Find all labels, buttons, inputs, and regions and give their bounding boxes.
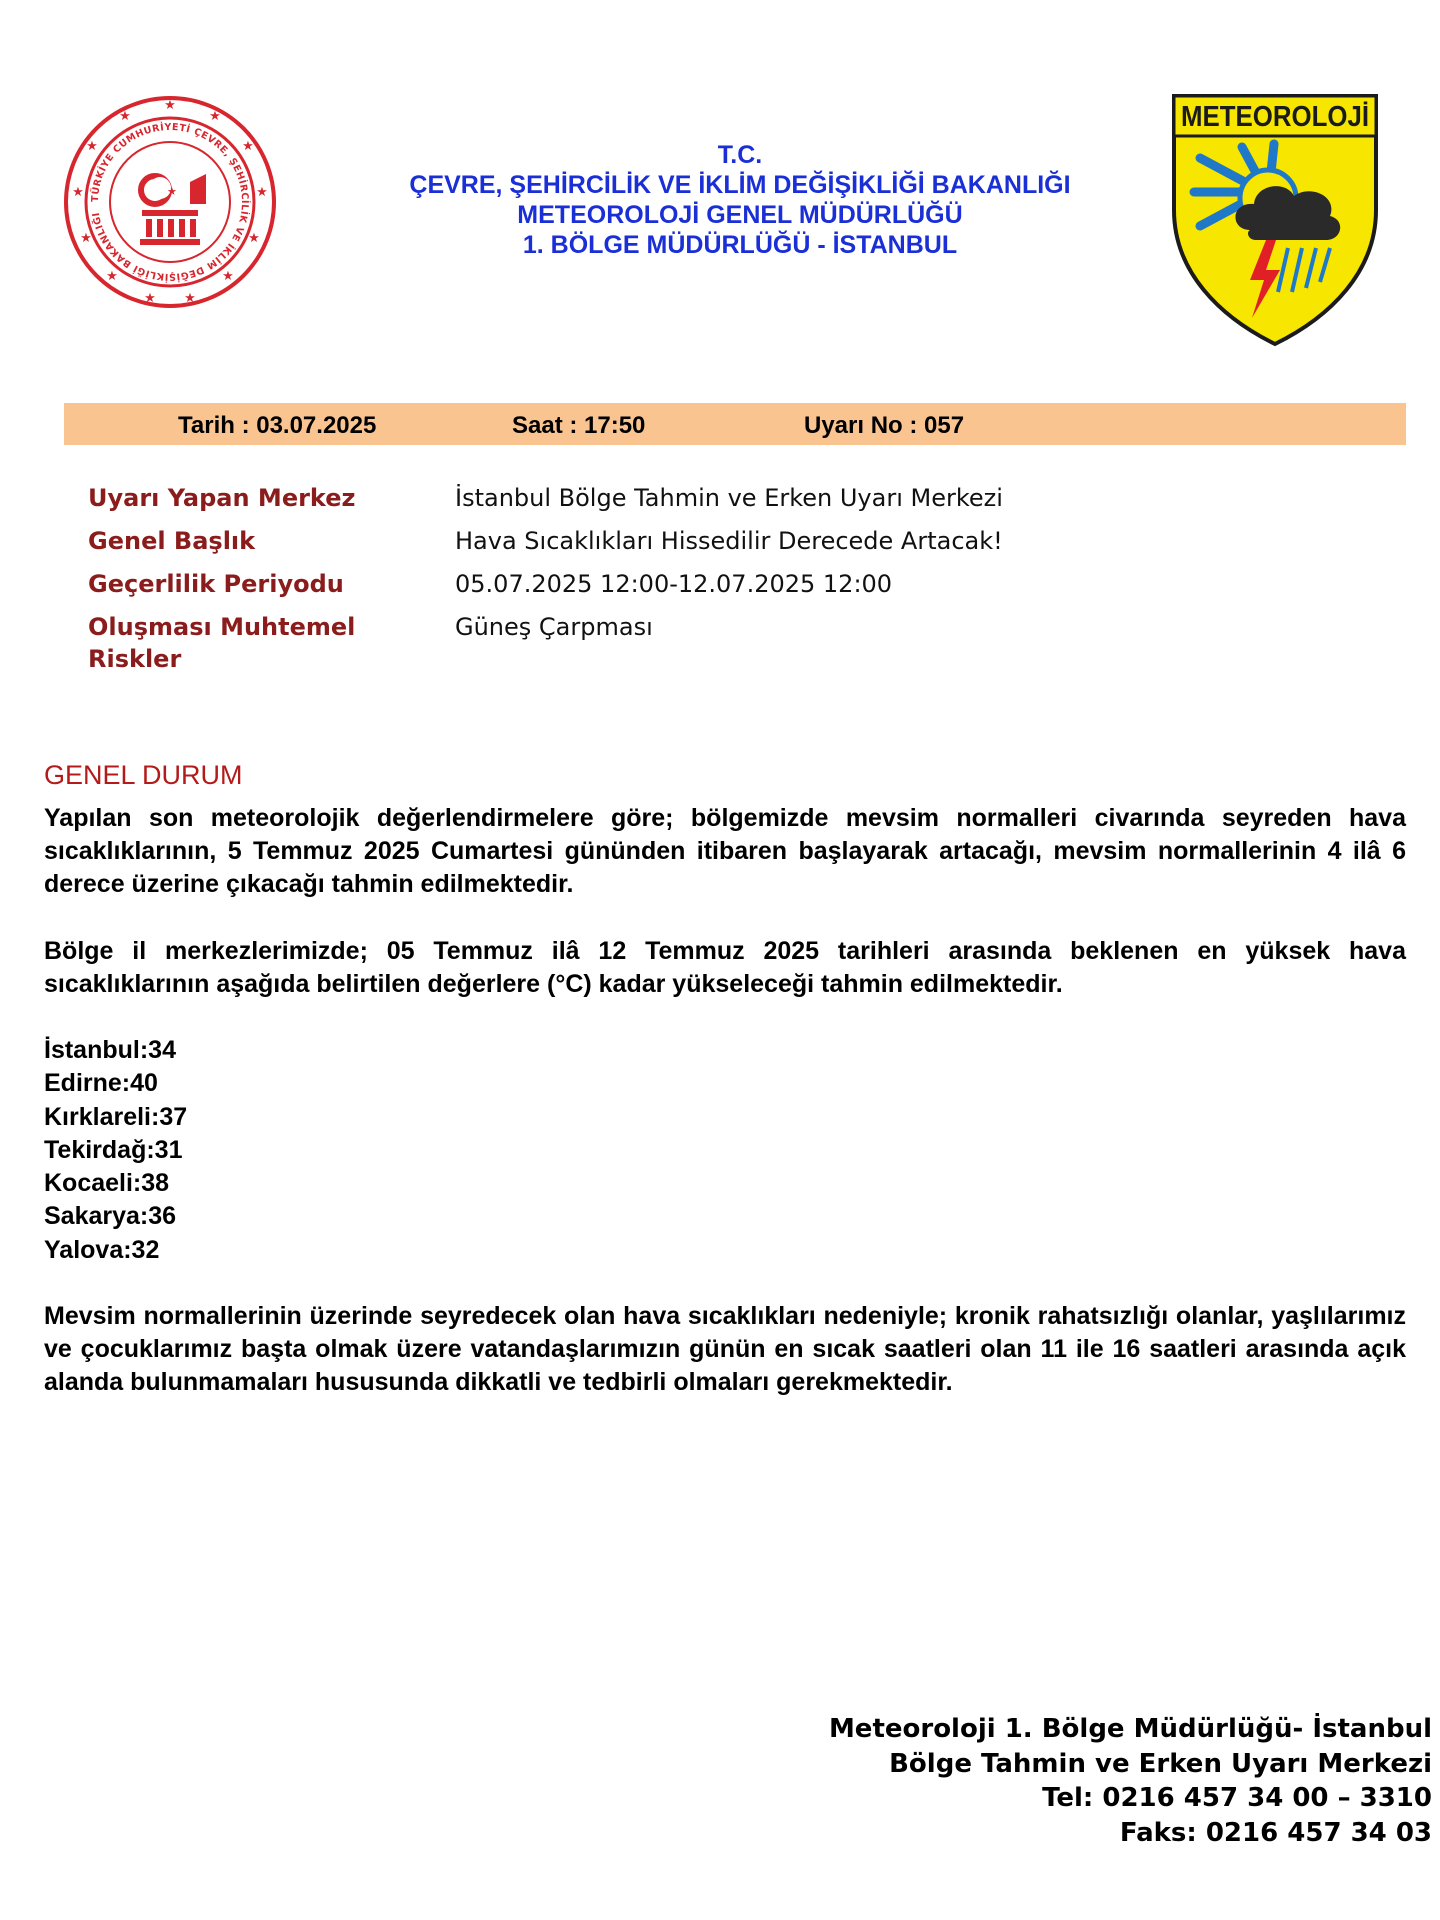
meta-risk-label-line1: Oluşması Muhtemel (88, 613, 356, 641)
footer-phone: Tel: 0216 457 34 00 – 3310 (1042, 1783, 1432, 1813)
header-regional-office: 1. BÖLGE MÜDÜRLÜĞÜ - İSTANBUL (522, 231, 958, 259)
logo-text: METEOROLOJİ (1181, 101, 1369, 133)
footer-office: Meteoroloji 1. Bölge Müdürlüğü- İstanbul (828, 1714, 1432, 1744)
meta-center-label: Uyarı Yapan Merkez (88, 484, 356, 512)
city-temperature-item: Sakarya:36 (44, 1202, 177, 1231)
svg-text:★: ★ (106, 269, 118, 284)
city-temperature-item: İstanbul:34 (44, 1036, 176, 1064)
svg-text:TÜRKİYE CUMHURİYETİ ÇEVRE, ŞEH (90, 122, 250, 282)
svg-text:★: ★ (144, 291, 156, 306)
svg-text:★: ★ (242, 139, 254, 154)
general-paragraph-2: Bölge il merkezlerimizde; 05 Temmuz ilâ 12 Temmuz 2025 tarihleri arasında beklenen en yüksek hava sıcaklıklarının aşağıda belirtilen değerlere (°C) kadar yükseleceği tahmin edilmektedir. (44, 937, 1406, 998)
city-temperature-item: Edirne:40 (44, 1069, 158, 1098)
warning-time: Saat : 17:50 (512, 412, 646, 439)
contact-footer (829, 1712, 1432, 1850)
header-ministry-name: ÇEVRE, ŞEHİRCİLİK VE İKLİM DEĞİŞİKLİĞİ BAKANLIĞI (409, 171, 1071, 199)
meta-row-center (88, 482, 1348, 525)
meta-risk-value: Güneş Çarpması (455, 613, 653, 641)
svg-text:★: ★ (80, 231, 92, 246)
meta-period-label: Geçerlilik Periyodu (88, 570, 344, 598)
ministry-header (360, 140, 1120, 260)
ministry-seal-logo (60, 92, 280, 312)
general-situation-title: GENEL DURUM (44, 760, 243, 790)
meta-row-risks (88, 611, 1348, 681)
svg-text:★: ★ (184, 291, 196, 306)
svg-text:★: ★ (248, 231, 260, 246)
header-tc: T.C. (717, 141, 763, 169)
warning-date: Tarih : 03.07.2025 (178, 412, 377, 439)
svg-text:★: ★ (164, 98, 176, 113)
footer-center: Bölge Tahmin ve Erken Uyarı Merkezi (889, 1748, 1432, 1779)
meta-row-title (88, 525, 1348, 568)
svg-text:★: ★ (119, 109, 131, 124)
city-temperature-item: Kocaeli:38 (44, 1169, 170, 1198)
svg-text:★: ★ (256, 185, 268, 200)
svg-text:★: ★ (72, 185, 84, 200)
svg-text:★: ★ (209, 109, 221, 124)
meta-risk-label-line2: Riskler (88, 645, 182, 673)
warning-number: Uyarı No : 057 (804, 412, 965, 439)
meta-title-label: Genel Başlık (88, 527, 256, 555)
svg-text:★: ★ (86, 139, 98, 154)
meta-center-value: İstanbul Bölge Tahmin ve Erken Uyarı Merkezi (455, 484, 1003, 512)
svg-text:★: ★ (222, 269, 234, 284)
city-temperature-list (44, 1034, 187, 1267)
svg-text:★: ★ (167, 185, 177, 198)
header-directorate: METEOROLOJİ GENEL MÜDÜRLÜĞÜ (517, 201, 963, 229)
warning-meta-table (88, 482, 1348, 681)
city-temperature-item: Tekirdağ:31 (44, 1135, 183, 1164)
footer-fax: Faks: 0216 457 34 03 (1119, 1817, 1432, 1848)
seal-ring-text: TÜRKİYE CUMHURİYETİ ÇEVRE, ŞEHİRCİLİK VE İKLİM DEĞİŞİKLİĞİ BAKANLIĞI (89, 121, 251, 283)
meteoroloji-logo (1170, 92, 1380, 347)
warning-info-bar (64, 403, 1406, 445)
meta-period-value: 05.07.2025 12:00-12.07.2025 12:00 (455, 570, 893, 598)
city-temperature-item: Yalova:32 (44, 1235, 160, 1264)
meta-row-period (88, 568, 1348, 611)
city-temperature-item: Kırklareli:37 (44, 1102, 188, 1131)
general-paragraph-1: Yapılan son meteorolojik değerlendirmelere göre; bölgemizde mevsim normalleri civarında seyreden hava sıcaklıklarının, 5 Temmuz 2025 Cumartesi gününden itibaren başlayarak artacağı, mevsim normallerinin 4 ilâ 6 derece üzerine çıkacağı tahmin edilmektedir. (44, 804, 1406, 898)
general-paragraph-3: Mevsim normallerinin üzerinde seyredecek olan hava sıcaklıkları nedeniyle; kronik rahatsızlığı olanlar, yaşlılarımız ve çocuklarımız başta olmak üzere vatandaşlarımızın günün en sıcak saatleri olan 11 ile 16 saatleri arasında açık alanda bulunmamaları hususunda dikkatli ve tedbirli olmaları gerekmektedir. (44, 1302, 1406, 1396)
meta-title-value: Hava Sıcaklıkları Hissedilir Derecede Artacak! (455, 527, 1003, 555)
meta-risk-label (88, 611, 388, 675)
